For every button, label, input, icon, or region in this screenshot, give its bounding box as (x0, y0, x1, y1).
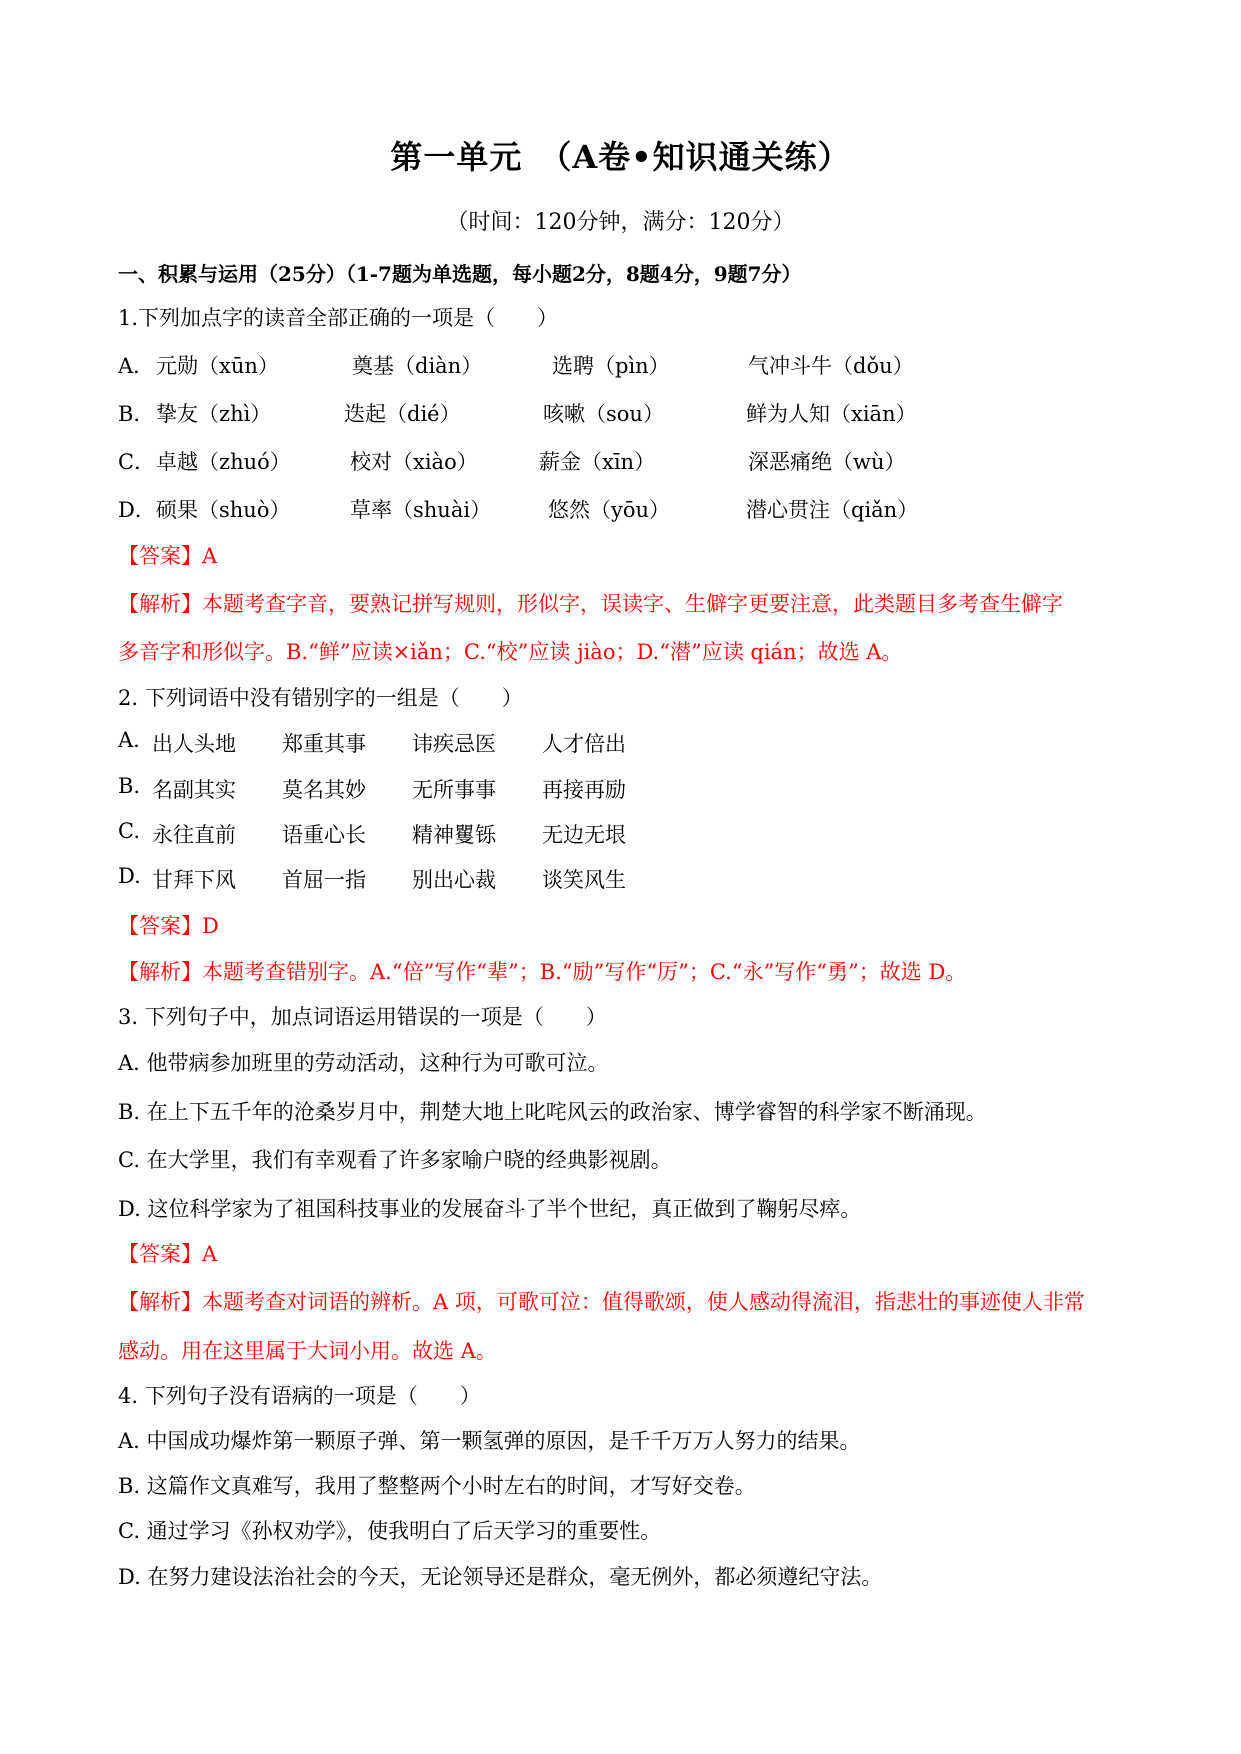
option-item: 悠然（yōu） (548, 498, 671, 522)
option-item: 卓越（zhuó） (156, 450, 291, 474)
option-item: 薪金（xīn） (539, 450, 656, 474)
option-item: 无所事事 (412, 778, 496, 802)
question-2-answer: 【答案】D (118, 914, 219, 938)
option-item: 校对（xiào） (350, 450, 478, 474)
option-item: 再接再励 (542, 778, 626, 802)
question-1-analysis: 【解析】本题考查字音，要熟记拼写规则，形似字，误读字、生僻字更要注意，此类题目多考查生僻字 (118, 592, 1063, 616)
question-3-answer: 【答案】A (118, 1242, 218, 1266)
option-item: 奠基（diàn） (352, 354, 483, 378)
option-item: 鲜为人知（xiān） (746, 402, 917, 426)
question-2-analysis: 【解析】本题考查错别字。A.“倍”写作“辈”；B.“励”写作“厉”；C.“永”写作“勇”；故选 D。 (118, 960, 967, 984)
option-label: C． (118, 450, 156, 474)
option-item: 元勋（xūn） (156, 354, 279, 378)
option-item: 谈笑风生 (542, 868, 626, 892)
option-item: 莫名其妙 (282, 778, 366, 802)
option-item: 选聘（pìn） (552, 354, 670, 378)
option-item: 别出心裁 (412, 868, 496, 892)
option-item: 迭起（dié） (344, 402, 461, 426)
option-label: A. (118, 728, 140, 752)
option-label: B. (118, 774, 141, 798)
option-item: 郑重其事 (282, 732, 366, 756)
option-item: 硕果（shuò） (156, 498, 291, 522)
option-label: D. (118, 864, 141, 888)
page-title: 第一单元 （A卷•知识通关练） (390, 138, 851, 176)
option-item: 甘拜下风 (152, 868, 236, 892)
option-item: 人才倍出 (542, 732, 626, 756)
option-label: A． (118, 354, 155, 378)
option-label: B． (118, 402, 155, 426)
exam-time-info: （时间：120分钟，满分：120分） (446, 210, 795, 235)
option-item: 气冲斗牛（dǒu） (748, 354, 914, 378)
question-3-option-c: C. 在大学里，我们有幸观看了许多家喻户晓的经典影视剧。 (118, 1148, 672, 1172)
question-1-stem: 1.下列加点字的读音全部正确的一项是（ ） (118, 306, 559, 330)
option-item: 名副其实 (152, 778, 236, 802)
option-label: D． (118, 498, 156, 522)
question-3-option-a: A. 他带病参加班里的劳动活动，这种行为可歌可泣。 (118, 1051, 609, 1075)
option-item: 出人头地 (152, 732, 236, 756)
option-item: 精神矍铄 (412, 823, 496, 847)
question-1-analysis-cont: 多音字和形似字。B.“鲜”应读×iǎn；C.“校”应读 jiào；D.“潜”应读 qián；故选 A。 (118, 640, 903, 664)
question-4-option-c: C. 通过学习《孙权劝学》，使我明白了后天学习的重要性。 (118, 1519, 662, 1543)
option-item: 讳疾忌医 (412, 732, 496, 756)
question-4-option-d: D. 在努力建设法治社会的今天，无论领导还是群众，毫无例外，都必须遵纪守法。 (118, 1565, 883, 1589)
question-4-stem: 4. 下列句子没有语病的一项是（ ） (118, 1384, 481, 1408)
option-item: 深恶痛绝（wù） (748, 450, 906, 474)
question-3-analysis-cont: 感动。用在这里属于大词小用。故选 A。 (118, 1339, 497, 1363)
question-3-option-d: D. 这位科学家为了祖国科技事业的发展奋斗了半个世纪，真正做到了鞠躬尽瘁。 (118, 1197, 862, 1221)
question-3-analysis: 【解析】本题考查对词语的辨析。A 项，可歌可泣：值得歌颂，使人感动得流泪，指悲壮的事迹使人非常 (118, 1290, 1085, 1314)
option-item: 语重心长 (282, 823, 366, 847)
question-4-option-a: A. 中国成功爆炸第一颗原子弹、第一颗氢弹的原因，是千千万万人努力的结果。 (118, 1429, 861, 1453)
question-1-answer: 【答案】A (118, 544, 218, 568)
option-label: C. (118, 819, 140, 843)
option-item: 首屈一指 (282, 868, 366, 892)
option-item: 咳嗽（sou） (543, 402, 664, 426)
option-item: 挚友（zhì） (156, 402, 272, 426)
question-3-option-b: B. 在上下五千年的沧桑岁月中，荆楚大地上叱咤风云的政治家、博学睿智的科学家不断涌现。 (118, 1100, 987, 1124)
option-item: 永往直前 (152, 823, 236, 847)
question-3-stem: 3. 下列句子中，加点词语运用错误的一项是（ ） (118, 1005, 607, 1029)
section-heading: 一、积累与运用（25分）（1-7题为单选题，每小题2分，8题4分，9题7分） (118, 262, 802, 286)
question-2-stem: 2. 下列词语中没有错别字的一组是（ ） (118, 686, 523, 710)
option-item: 潜心贯注（qiǎn） (746, 498, 919, 522)
question-4-option-b: B. 这篇作文真难写，我用了整整两个小时左右的时间，才写好交卷。 (118, 1474, 756, 1498)
option-item: 草率（shuài） (350, 498, 492, 522)
option-item: 无边无垠 (542, 823, 626, 847)
